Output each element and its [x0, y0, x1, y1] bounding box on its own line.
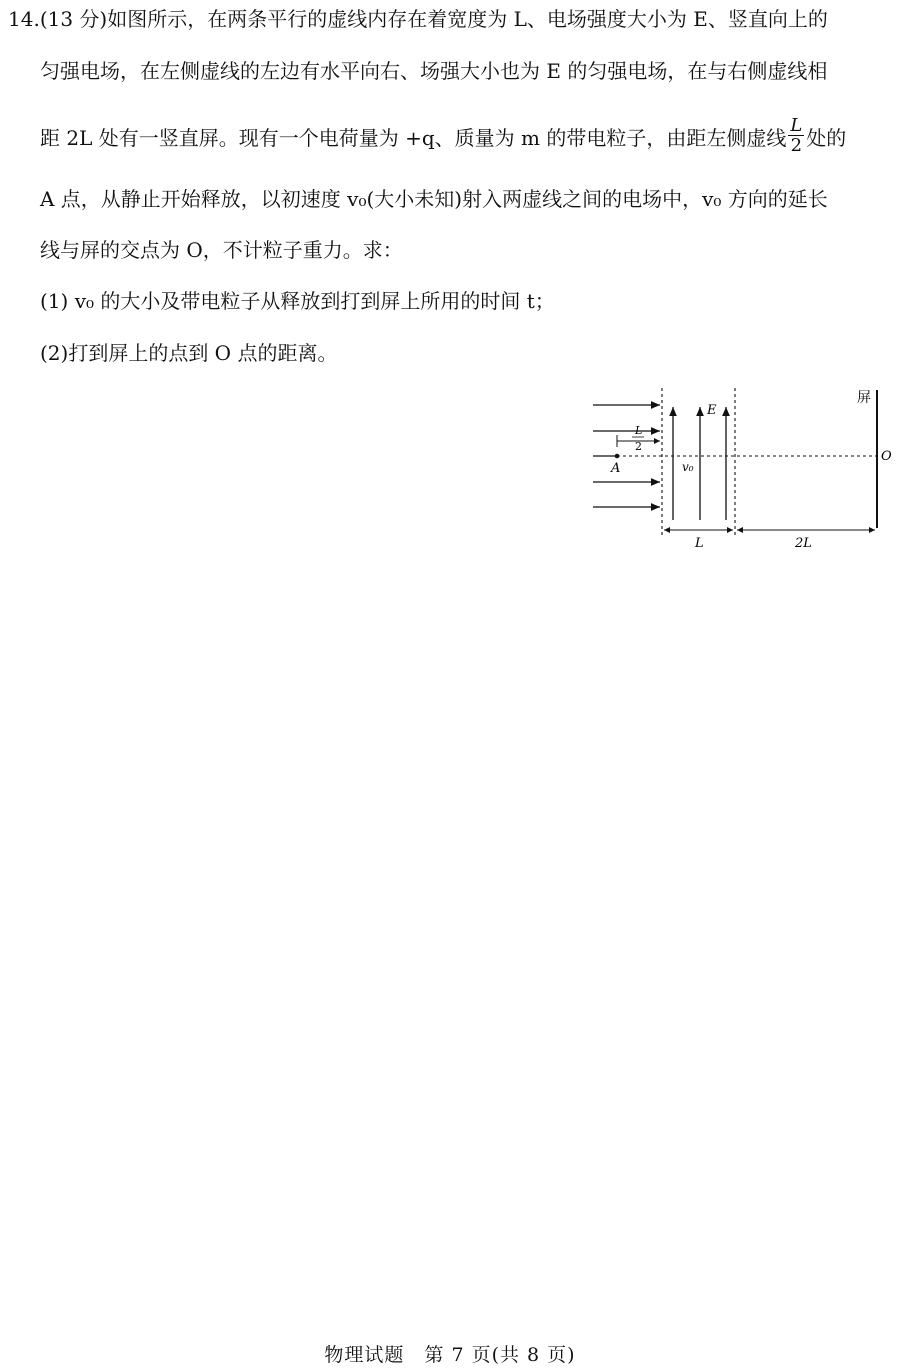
width-L-label: L: [695, 536, 704, 550]
fraction-denominator: 2: [790, 135, 803, 156]
problem-text-1: (13 分)如图所示，在两条平行的虚线内存在着宽度为 L、电场强度大小为 E、竖直向上的: [39, 7, 828, 31]
field-diagram-svg: [590, 380, 900, 550]
half-L-den: 2: [635, 440, 642, 453]
problem-line-4: A 点，从静止开始释放，以初速度 v₀(大小未知)射入两虚线之间的电场中，v₀ 方向的延长: [40, 187, 828, 211]
problem-line-1: [8, 5, 828, 33]
point-A-dot: [615, 454, 620, 459]
half-L-num: L: [635, 424, 643, 437]
point-A-label: A: [611, 461, 621, 476]
velocity-label: v₀: [682, 460, 694, 474]
problem-number: 14.: [8, 7, 40, 31]
problem-text-3a: 距 2L 处有一竖直屏。现有一个电荷量为 +q、质量为 m 的带电粒子，由距左侧虚线: [40, 126, 787, 150]
vertical-field-arrows: [673, 407, 726, 520]
problem-line-5: 线与屏的交点为 O，不计粒子重力。求：: [40, 238, 403, 262]
page-footer: 物理试题 第 7 页(共 8 页): [324, 1344, 576, 1366]
field-E-label: E: [707, 403, 717, 418]
question-2: (2)打到屏上的点到 O 点的距离。: [40, 341, 338, 365]
screen-label: 屏: [857, 390, 871, 406]
problem-line-2: 匀强电场，在左侧虚线的左边有水平向右、场强大小也为 E 的匀强电场，在与右侧虚线相: [40, 59, 828, 83]
fraction-half-L: [788, 116, 804, 155]
problem-line-3: [40, 115, 847, 159]
question-1: (1) v₀ 的大小及带电粒子从释放到打到屏上所用的时间 t；: [40, 289, 555, 313]
width-2L-label: 2L: [795, 536, 812, 550]
point-O-label: O: [881, 449, 892, 464]
problem-text-3b: 处的: [806, 126, 847, 150]
fraction-numerator: L: [790, 115, 803, 136]
field-diagram: [590, 380, 900, 550]
